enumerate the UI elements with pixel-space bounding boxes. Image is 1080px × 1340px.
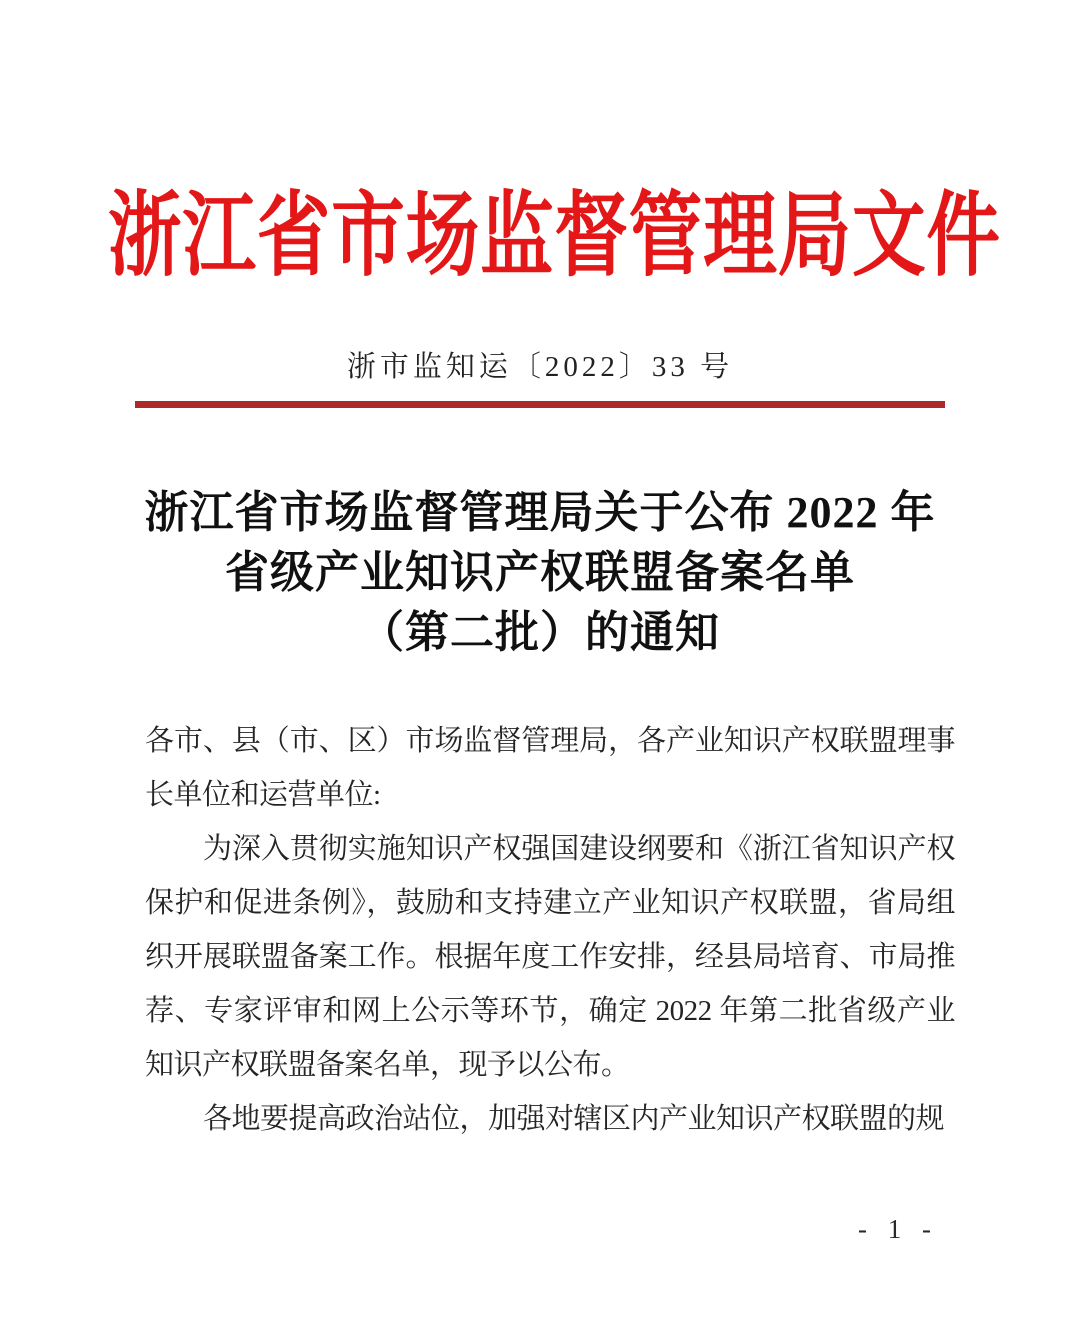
red-letterhead-title: 浙江省市场监督管理局文件 (108, 185, 1001, 287)
salutation-paragraph: 各市、县（市、区）市场监督管理局，各产业知识产权联盟理事长单位和运营单位: (145, 725, 955, 811)
document-title-line-2: 省级产业知识产权联盟备案名单 (225, 548, 855, 597)
page-number: - 1 - (858, 1214, 938, 1244)
document-title (0, 483, 1080, 663)
document-body (145, 714, 955, 1146)
document-title-line-1: 浙江省市场监督管理局关于公布 2022 年 (144, 488, 936, 537)
document-number: 浙市监知运〔2022〕33 号 (346, 351, 734, 383)
document-title-line-3: （第二批）的通知 (360, 608, 720, 657)
body-paragraph-1: 为深入贯彻实施知识产权强国建设纲要和《浙江省知识产权保护和促进条例》，鼓励和支持建立产业知识产权联盟，省局组织开展联盟备案工作。根据年度工作安排，经县局培育、市局推荐、专家评审和网上公示等环节，确定 2022 年第二批省级产业知识产权联盟备案名单，现予以公布。 (145, 833, 955, 1081)
body-paragraph-2: 各地要提高政治站位，加强对辖区内产业知识产权联盟的规 (203, 1103, 945, 1135)
red-divider-rule (135, 401, 945, 408)
